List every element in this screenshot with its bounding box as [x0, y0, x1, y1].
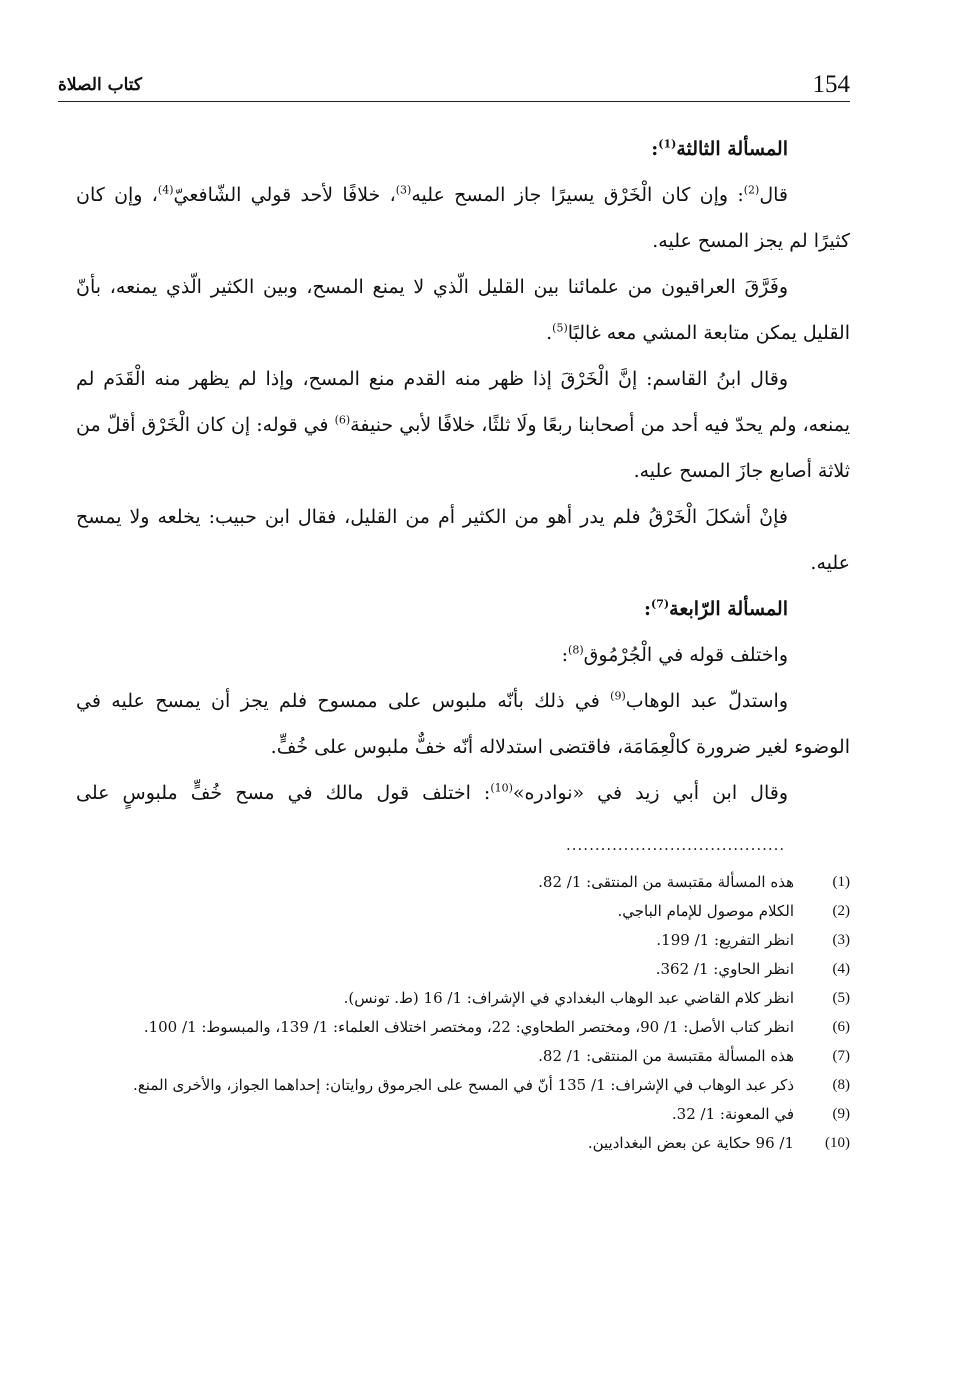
footnote-number: (3) — [832, 932, 850, 948]
heading-text: المسألة الثالثة — [676, 138, 788, 160]
footnote-text: انظر الحاوي: 1/ 362. — [655, 960, 794, 978]
paragraph — [76, 264, 850, 356]
footnote-number: (7) — [832, 1048, 850, 1064]
footnote-text: انظر التفريع: 1/ 199. — [656, 931, 794, 949]
footnote-ref: (4) — [157, 183, 174, 197]
text-run: واستدلّ عبد الوهاب — [625, 690, 788, 712]
text-run: قال — [759, 184, 789, 206]
footnote-text: هذه المسألة مقتبسة من المنتقى: 1/ 82. — [538, 873, 794, 891]
text-run: وفَرَّقَ العراقيون من علمائنا بين القليل الّذي لا يمنع المسح، وبين الكثير الّذي يمنعه، بأنّ القليل يمكن متابعة المشي معه غالبًا — [76, 276, 850, 344]
heading-colon: : — [651, 138, 659, 160]
text-run: في قوله: إن كان الْخَرْق أقلّ من ثلاثة أصابع جازَ المسح عليه. — [76, 414, 850, 482]
section-heading-q4 — [76, 586, 788, 632]
text-run: وقال ابن أبي زيد في «نوادره» — [512, 782, 788, 804]
text-run: وقال ابنُ القاسم: إنَّ الْخَرْقَ إذا ظهر منه القدم منع المسح، وإذا لم يظهر منه الْقَدَم لم يمنعه، ولم يحدّ فيه أحد من أصحابنا ربعًا ولَا ثلثًا، خلافًا لأبي حنيفة — [76, 368, 850, 436]
footnote-number: (2) — [832, 903, 850, 919]
footnote-number: (9) — [832, 1106, 850, 1122]
footnote-ref: (10) — [490, 781, 513, 795]
paragraph — [76, 172, 850, 264]
footnote-ref: (7) — [651, 597, 670, 611]
text-run: واختلف قوله في الْجُرْمُوق — [583, 644, 788, 666]
paragraph — [76, 632, 850, 678]
footnote-text: هذه المسألة مقتبسة من المنتقى: 1/ 82. — [538, 1047, 794, 1065]
footnote-ref: (1) — [658, 137, 677, 151]
page-header — [58, 70, 850, 104]
footnote-text: الكلام موصول للإمام الباجي. — [617, 902, 794, 920]
footnote — [76, 1071, 850, 1100]
paragraph — [76, 356, 850, 494]
text-run: : وإن كان الْخَرْق يسيرًا جاز المسح عليه — [411, 184, 744, 206]
footnote — [76, 897, 850, 926]
heading-colon: : — [644, 598, 652, 620]
footnote-text: ذكر عبد الوهاب في الإشراف: 1/ 135 أنّ في المسح على الجرموق روايتان: إحداهما الجواز، والأخرى المنع. — [133, 1076, 794, 1094]
footnote — [76, 1100, 850, 1129]
footnotes — [76, 868, 850, 1158]
header-rule — [58, 101, 850, 102]
footnote — [76, 926, 850, 955]
footnote-number: (10) — [825, 1135, 850, 1151]
footnote-ref: (9) — [610, 689, 626, 703]
section-heading-q3 — [76, 126, 788, 172]
footnote-ref: (8) — [568, 643, 584, 657]
footnote — [76, 868, 850, 897]
footnote-text: في المعونة: 1/ 32. — [671, 1105, 794, 1123]
footnote-ref: (2) — [743, 183, 760, 197]
text-run: . — [546, 322, 553, 344]
heading-text: المسألة الرّابعة — [669, 598, 788, 620]
footnote — [76, 984, 850, 1013]
footnote-separator: ...................................... — [566, 836, 786, 854]
footnote — [76, 1013, 850, 1042]
page-number: 154 — [812, 71, 850, 98]
paragraph — [76, 678, 850, 770]
footnote-text: انظر كتاب الأصل: 1/ 90، ومختصر الطحاوي: 22، ومختصر اختلاف العلماء: 1/ 139، والمبسوط: 1/ 100. — [143, 1018, 794, 1036]
footnote-number: (1) — [832, 874, 850, 890]
running-title: كتاب الصلاة — [58, 75, 143, 95]
footnote-text: انظر كلام القاضي عبد الوهاب البغدادي في الإشراف: 1/ 16 (ط. تونس). — [343, 989, 794, 1007]
text-run: في ذلك بأنّه ملبوس على ممسوح فلم يجز أن يمسح عليه في الوضوء لغير ضرورة كالْعِمَامَة، فاقتضى استدلاله أنّه خفٌّ ملبوس على خُفٍّ. — [76, 690, 850, 758]
footnote-ref: (5) — [552, 321, 568, 335]
paragraph — [76, 770, 850, 816]
footnote-number: (6) — [832, 1019, 850, 1035]
text-run: : — [561, 644, 569, 666]
main-text — [76, 126, 850, 816]
footnote-ref: (6) — [334, 413, 351, 427]
footnote — [76, 955, 850, 984]
footnote-ref: (3) — [395, 183, 412, 197]
footnote — [76, 1129, 850, 1158]
footnote — [76, 1042, 850, 1071]
text-run: : اختلف قول مالك في مسح خُفٍّ ملبوسٍ على — [76, 782, 491, 804]
text-run: ، وإن كان كثيرًا لم يجز المسح عليه. — [76, 184, 850, 252]
text-run: ، خلافًا لأحد قولي الشّافعيّ — [173, 184, 396, 206]
footnote-number: (5) — [832, 990, 850, 1006]
footnote-number: (8) — [832, 1077, 850, 1093]
paragraph: فإنْ أشكلَ الْخَرْقُ فلم يدر أهو من الكثير أم من القليل، فقال ابن حبيب: يخلعه ولا يمسح عليه. — [76, 506, 850, 574]
footnote-text: 1/ 96 حكاية عن بعض البغداديين. — [587, 1134, 794, 1152]
footnote-number: (4) — [832, 961, 850, 977]
